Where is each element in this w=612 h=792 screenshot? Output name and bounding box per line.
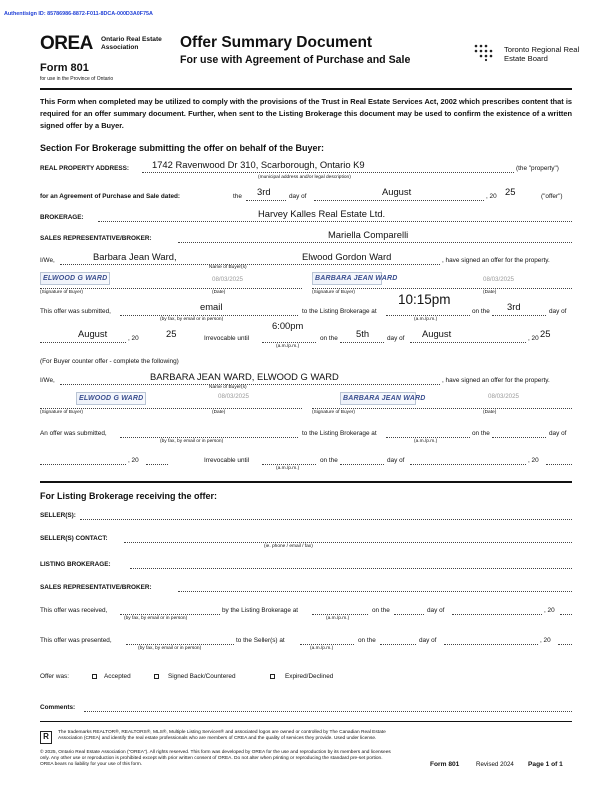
irrevocable-time-line <box>262 342 316 343</box>
property-suffix: (the "property") <box>516 165 559 172</box>
counter-offer-note: (For Buyer counter offer - complete the following) <box>40 358 179 365</box>
listing-rep-field[interactable] <box>178 591 572 592</box>
irrevocable-month-line <box>410 342 526 343</box>
property-label: REAL PROPERTY ADDRESS: <box>40 165 130 172</box>
counter-irr-ampm: (a.m./p.m.) <box>276 466 300 471</box>
irrevocable-twenty: , 20 <box>528 335 539 342</box>
offer-suffix: ("offer") <box>541 193 563 200</box>
counter-method-line[interactable] <box>120 437 298 438</box>
submitted-year-field[interactable]: 25 <box>166 328 177 339</box>
sig-line-1 <box>40 288 302 289</box>
signature-buyer-label-1: (Signature of Buyer) <box>40 290 83 295</box>
footer-form-number: Form 801 <box>430 761 460 768</box>
intro-paragraph: This Form when completed may be utilized to comply with the provisions of the Trust in Real Estate Services Act, 2002 which prescribes content that is required for an offer summary document. Further, when sent to the Listing Brokerage this document may be used to confirm the existence of a written signed offer by a Buyer. <box>40 97 572 130</box>
buyer-signature-2[interactable]: BARBARA JEAN WARD <box>312 272 382 285</box>
irrevocable-ampm: (a.m./p.m.) <box>276 344 300 349</box>
received-year-field[interactable] <box>560 614 572 615</box>
received-month-field[interactable] <box>452 614 542 615</box>
listing-section-title: For Listing Brokerage receiving the offer: <box>40 491 218 501</box>
expired-label: Expired/Declined <box>285 673 334 680</box>
presented-time-field[interactable] <box>300 644 354 645</box>
submitted-method-field[interactable]: email <box>200 301 223 312</box>
authentisign-id: Authentisign ID: 85786986-8872-F011-8DCA-000D3A0F75A <box>4 11 153 17</box>
irrevocable-day-line <box>340 342 384 343</box>
property-sub: (municipal address and/or legal description) <box>258 175 351 180</box>
brokerage-line <box>98 221 572 222</box>
footer-rule <box>40 721 572 722</box>
buyer2-field[interactable]: Elwood Gordon Ward <box>302 251 392 262</box>
irrevocable-month-field[interactable]: August <box>422 328 452 339</box>
buyer-signature-3[interactable]: ELWOOD G WARD <box>76 392 146 405</box>
counter-twenty: , 20 <box>128 457 139 464</box>
sig-line-2 <box>312 288 572 289</box>
to-listing-brokerage: to the Listing Brokerage at <box>302 308 377 315</box>
document-subtitle: For use with Agreement of Purchase and Sale <box>180 54 411 66</box>
buyer-section-title: Section For Brokerage submitting the offer on behalf of the Buyer: <box>40 143 325 153</box>
seller-contact-field[interactable] <box>124 542 572 543</box>
property-field[interactable]: 1742 Ravenwood Dr 310, Scarborough, Ontario K9 <box>152 159 365 170</box>
counter-time-line[interactable] <box>386 437 470 438</box>
irrevocable-text: Irrevocable until <box>204 335 250 342</box>
agreement-month-field[interactable]: August <box>382 186 412 197</box>
counter-buyers-line <box>60 384 440 385</box>
date-label-4: (Date) <box>483 410 497 415</box>
signed-back-checkbox[interactable] <box>154 674 159 679</box>
agreement-month-line <box>314 200 484 201</box>
counter-on-the: on the <box>472 430 490 437</box>
presented-year-field[interactable] <box>558 644 572 645</box>
listing-brokerage-field[interactable] <box>130 568 572 569</box>
date-label-1: (Date) <box>212 290 226 295</box>
signature-buyer-label-4: (Signature of Buyer) <box>312 410 355 415</box>
comments-label: Comments: <box>40 704 76 711</box>
presented-method-field[interactable] <box>126 644 234 645</box>
received-text: This offer was received, <box>40 607 108 614</box>
received-day-field[interactable] <box>394 614 424 615</box>
counter-irr-time-line[interactable] <box>262 464 316 465</box>
submitted-time-field[interactable]: 10:15pm <box>398 292 451 307</box>
counter-irrevocable-text: Irrevocable until <box>204 457 250 464</box>
agreement-the: the <box>233 193 242 200</box>
irrevocable-day-field[interactable]: 5th <box>356 328 370 339</box>
iwe-label: I/We, <box>40 257 55 264</box>
agreement-twenty: , 20 <box>486 193 497 200</box>
offer-was-label: Offer was: <box>40 673 70 680</box>
presented-ampm: (a.m./p.m.) <box>310 646 334 651</box>
rep-label: SALES REPRESENTATIVE/BROKER: <box>40 235 152 242</box>
rep-line <box>178 242 572 243</box>
counter-irr-on-the: on the <box>320 457 338 464</box>
submitted-day-line <box>492 315 546 316</box>
counter-ampm: (a.m./p.m.) <box>414 439 438 444</box>
seller-contact-sub: (ie. phone / email / fax) <box>264 544 313 549</box>
accepted-label: Accepted <box>104 673 131 680</box>
brokerage-field[interactable]: Harvey Kalles Real Estate Ltd. <box>258 208 386 219</box>
board-name: Toronto Regional Real Estate Board <box>504 45 580 63</box>
expired-checkbox[interactable] <box>270 674 275 679</box>
header-rule <box>40 88 572 90</box>
received-twenty: , 20 <box>544 607 555 614</box>
agreement-day-line <box>246 200 286 201</box>
counter-irr-twenty: , 20 <box>528 457 539 464</box>
submitted-month-field[interactable]: August <box>78 328 108 339</box>
submitted-time-line <box>386 315 470 316</box>
submitted-text: This offer was submitted, <box>40 308 111 315</box>
buyer-signature-4[interactable]: BARBARA JEAN WARD <box>340 392 416 405</box>
counter-irr-day-of: day of <box>387 457 405 464</box>
counter-to-listing: to the Listing Brokerage at <box>302 430 377 437</box>
irrevocable-on-the: on the <box>320 335 338 342</box>
counter-buyers-field[interactable]: BARBARA JEAN WARD, ELWOOD G WARD <box>150 371 339 382</box>
submitted-day-field[interactable]: 3rd <box>507 301 521 312</box>
brokerage-label: BROKERAGE: <box>40 214 84 221</box>
listing-rep-label: SALES REPRESENTATIVE/BROKER: <box>40 584 152 591</box>
seller-contact-label: SELLER(S) CONTACT: <box>40 535 108 542</box>
presented-twenty: , 20 <box>540 637 551 644</box>
name-of-buyers-label: Name of Buyer(s) <box>209 265 247 270</box>
property-line <box>142 172 514 173</box>
agreement-year-field[interactable]: 25 <box>505 186 516 197</box>
signature-date-3: 08/03/2025 <box>218 393 249 400</box>
rep-field[interactable]: Mariella Comparelli <box>328 229 409 240</box>
buyer1-field[interactable]: Barbara Jean Ward, <box>93 251 177 262</box>
irrevocable-day-of: day of <box>387 335 405 342</box>
signature-date-1: 08/03/2025 <box>212 276 243 283</box>
orea-org-name: Ontario Real Estate Association <box>101 36 162 51</box>
received-method-sub: (by fax, by email or in person) <box>124 616 188 621</box>
counter-irr-month-line[interactable] <box>410 464 526 465</box>
presented-on-the: on the <box>358 637 376 644</box>
form-province-note: for use in the Province of Ontario <box>40 76 114 82</box>
received-ampm: (a.m./p.m.) <box>326 616 350 621</box>
received-by-listing: by the Listing Brokerage at <box>222 607 299 614</box>
counter-irr-day-line[interactable] <box>340 464 384 465</box>
presented-method-sub: (by fax, by email or in person) <box>138 646 202 651</box>
signature-date-2: 08/03/2025 <box>483 276 514 283</box>
realtor-logo-icon: R <box>40 731 52 744</box>
trademarks-text: The trademarks REALTOR®, REALTORS®, MLS®, Multiple Listing Services® and associated logos are owned or controlled by The Canadian Real Estate Association (CREA) and identify the real estate professionals who are members of CREA and the quality of services they provide. Used under license. <box>58 730 386 741</box>
counter-signed-text: , have signed an offer for the property. <box>442 377 550 384</box>
sellers-field[interactable] <box>80 519 572 520</box>
signed-back-label: Signed Back/Countered <box>168 673 236 680</box>
presented-day-of: day of <box>419 637 437 644</box>
counter-irr-year-line[interactable] <box>546 464 572 465</box>
footer-page: Page 1 of 1 <box>528 761 563 768</box>
agreement-day-field[interactable]: 3rd <box>257 186 271 197</box>
signature-buyer-label-2: (Signature of Buyer) <box>312 290 355 295</box>
agreement-date-label: for an Agreement of Purchase and Sale dated: <box>40 193 181 200</box>
buyer-signature-1[interactable]: ELWOOD G WARD <box>40 272 110 285</box>
footer-revised: Revised 2024 <box>476 761 514 768</box>
counter-name-label: Name of Buyer(s) <box>209 385 247 390</box>
received-day-of: day of <box>427 607 445 614</box>
counter-day-line[interactable] <box>492 437 546 438</box>
counter-method-sub: (by fax, by email or in person) <box>160 439 224 444</box>
accepted-checkbox[interactable] <box>92 674 97 679</box>
received-time-field[interactable] <box>312 614 368 615</box>
buyers-line <box>60 264 440 265</box>
received-method-field[interactable] <box>120 614 220 615</box>
section-rule <box>40 481 572 483</box>
counter-month-line[interactable] <box>40 464 126 465</box>
form-number: Form 801 <box>40 62 89 74</box>
signed-offer-text: , have signed an offer for the property. <box>442 257 550 264</box>
submitted-ampm: (a.m./p.m.) <box>414 317 438 322</box>
counter-iwe-label: I/We, <box>40 377 55 384</box>
comments-field[interactable] <box>84 711 572 712</box>
submitted-method-sub: (by fax, by email or in person) <box>160 317 224 322</box>
agreement-dayof: day of <box>289 193 307 200</box>
irrevocable-year-field[interactable]: 25 <box>540 328 551 339</box>
counter-submitted-text: An offer was submitted, <box>40 430 107 437</box>
presented-month-field[interactable] <box>444 644 538 645</box>
trreb-logo-icon <box>472 42 496 62</box>
counter-year-line[interactable] <box>146 464 168 465</box>
submitted-month-line <box>40 342 126 343</box>
orea-logo: OREA <box>40 33 93 54</box>
received-on-the: on the <box>372 607 390 614</box>
sig-line-4 <box>312 408 572 409</box>
submitted-on-the: on the <box>472 308 490 315</box>
presented-to-sellers: to the Seller(s) at <box>236 637 285 644</box>
date-label-2: (Date) <box>483 290 497 295</box>
submitted-method-line <box>120 315 298 316</box>
signature-buyer-label-3: (Signature of Buyer) <box>40 410 83 415</box>
date-label-3: (Date) <box>212 410 226 415</box>
presented-text: This offer was presented, <box>40 637 112 644</box>
submitted-day-of: day of <box>549 308 567 315</box>
counter-day-of: day of <box>549 430 567 437</box>
irrevocable-time-field[interactable]: 6:00pm <box>272 320 304 331</box>
sellers-label: SELLER(S): <box>40 512 76 519</box>
presented-day-field[interactable] <box>380 644 416 645</box>
signature-date-4: 08/03/2025 <box>488 393 519 400</box>
document-title: Offer Summary Document <box>180 34 373 51</box>
copyright-text: © 2025, Ontario Real Estate Association ("OREA"). All rights reserved. This form was developed by OREA for the use and reproduction by its members and licensees only. Any other use or reproduction is prohibited except with prior written consent of OREA. Do not alter when printing or reproducing the standard pre-set portion. OREA bears no liability for your use of this form. <box>40 750 391 767</box>
sig-line-3 <box>40 408 302 409</box>
submitted-twenty: , 20 <box>128 335 139 342</box>
listing-brokerage-label: LISTING BROKERAGE: <box>40 561 111 568</box>
